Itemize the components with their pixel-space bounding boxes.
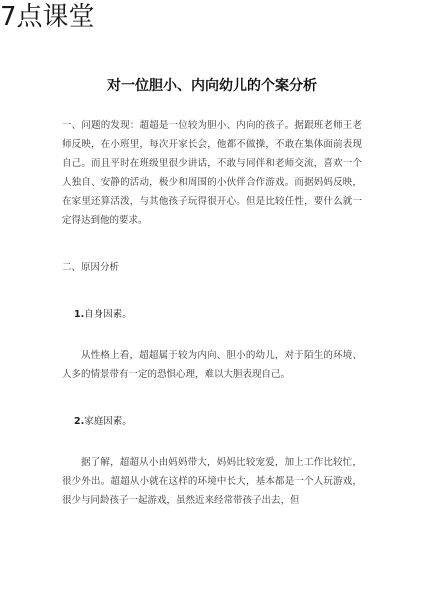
- subsection-2-number: 2.: [74, 416, 85, 427]
- site-watermark: 7点课堂: [0, 2, 95, 32]
- subsection-2-label: 家庭因素。: [84, 416, 132, 427]
- document-title: 对一位胆小、内向幼儿的个案分析: [107, 78, 317, 94]
- document-page: [62, 70, 362, 510]
- section-1-paragraph: 一、问题的发现：超超是一位较为胆小、内向的孩子。据跟班老师王老师反映，在小班里，每次开家长会，他都不做操，不敢在集体面前表现自己。而且平时在班级里很少讲话，不敢与同伴和老师交流，喜欢一个人独自、安静的活动，极少和周围的小伙伴合作游戏。而据妈妈反映，在家里还算活泼，与其他孩子玩得很开心。但是比较任性，要什么就一定得达到他的要求。: [62, 120, 362, 226]
- section-2-heading: 二、原因分析: [62, 262, 120, 273]
- subsection-1-paragraph: 从性格上看，超超属于较为内向、胆小的幼儿，对于陌生的环境、人多的情景带有一定的恐惧心理，难以大胆表现自己。: [62, 350, 362, 380]
- subsection-1-number: 1.: [74, 309, 85, 320]
- subsection-2-heading: [62, 412, 362, 431]
- subsection-1-label: 自身因素。: [84, 309, 132, 320]
- subsection-2-paragraph: 据了解，超超从小由妈妈带大，妈妈比较宠爱，加上工作比较忙，很少外出。超超从小就在这样的环境中长大，基本都是一个人玩游戏，很少与同龄孩子一起游戏，虽然近来经常带孩子出去，但: [62, 457, 362, 506]
- subsection-1-heading: [62, 305, 362, 324]
